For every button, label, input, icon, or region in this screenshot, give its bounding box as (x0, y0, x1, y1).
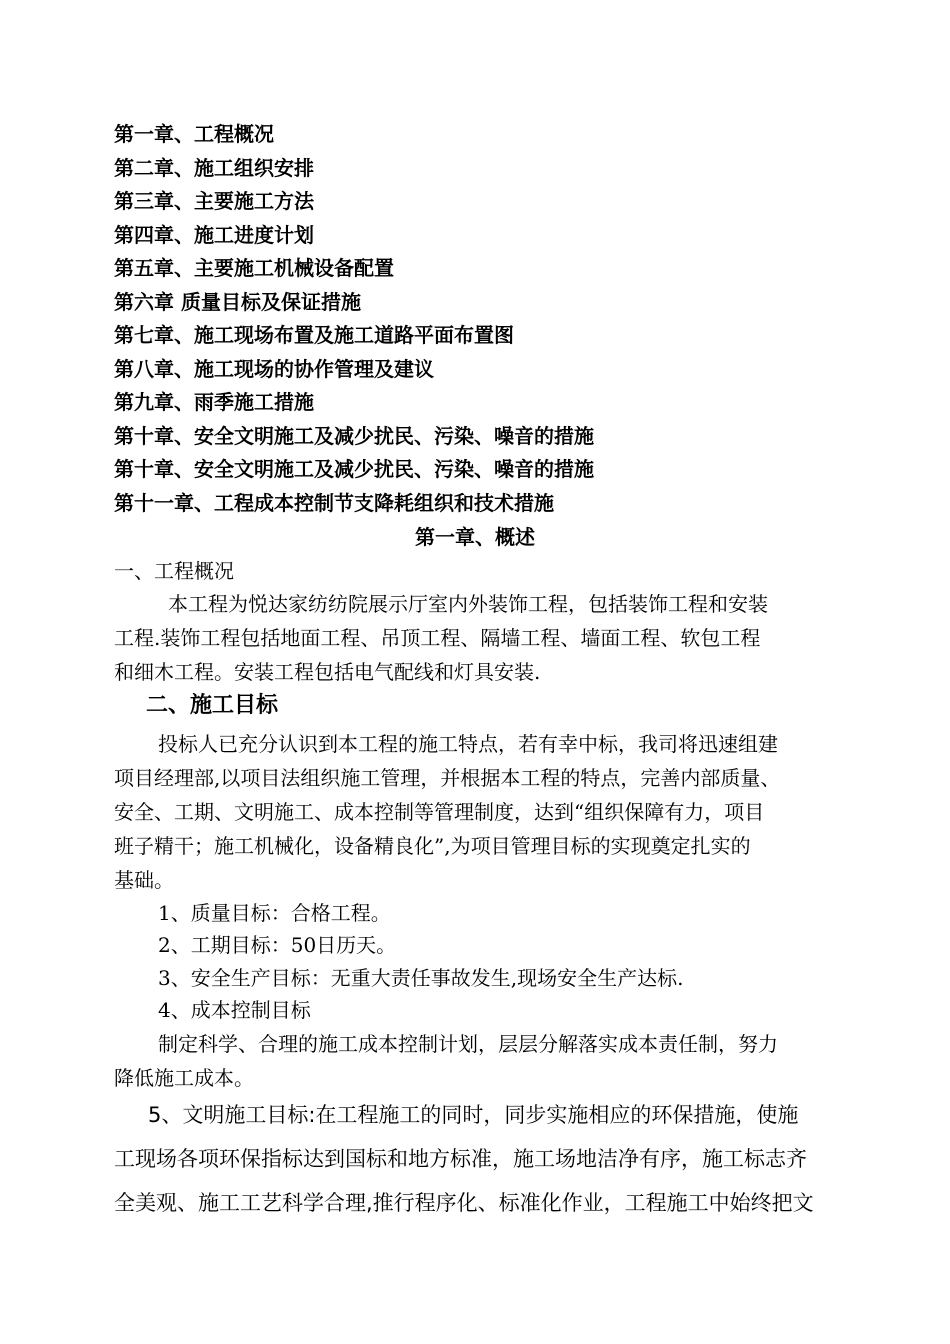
civil-construction-paragraph (114, 1093, 814, 1225)
table-of-contents (114, 118, 874, 520)
paragraph-line: 班子精干；施工机械化，设备精良化”,为项目管理目标的实现奠定扎实的 (114, 834, 751, 858)
paragraph-line: 投标人已充分认识到本工程的施工特点，若有幸中标，我司将迅速组建 (158, 732, 778, 756)
paragraph-line: 全美观、施工工艺科学合理,推行程序化、标准化作业，工程施工中始终把文 (114, 1191, 814, 1215)
paragraph-line: 基础。 (114, 868, 174, 892)
toc-item[interactable]: 第十章、安全文明施工及减少扰民、污染、噪音的措施 (114, 423, 594, 448)
toc-item[interactable]: 第六章 质量目标及保证措施 (114, 289, 361, 314)
toc-item[interactable]: 第四章、施工进度计划 (114, 222, 314, 247)
target-schedule: 2、工期目标：50日历天。 (158, 933, 397, 957)
cost-paragraph (114, 1027, 778, 1095)
toc-item[interactable]: 第十一章、工程成本控制节支降耗组织和技术措施 (114, 490, 554, 515)
targets-intro-paragraph (114, 727, 780, 897)
paragraph-line: 安全、工期、文明施工、成本控制等管理制度，达到“组织保障有力，项目 (114, 800, 765, 824)
paragraph-line: 降低施工成本。 (114, 1066, 254, 1090)
paragraph-line: 工程.装饰工程包括地面工程、吊顶工程、隔墙工程、墙面工程、软包工程 (114, 626, 761, 650)
overview-paragraph (114, 587, 768, 689)
paragraph-line: 本工程为悦达家纺纺院展示厅室内外装饰工程，包括装饰工程和安装 (168, 592, 768, 616)
toc-item[interactable]: 第二章、施工组织安排 (114, 155, 314, 180)
paragraph-line: 和细木工程。安装工程包括电气配线和灯具安装. (114, 660, 541, 684)
target-safety: 3、安全生产目标：无重大责任事故发生,现场安全生产达标. (158, 966, 684, 990)
chapter-title: 第一章、概述 (415, 525, 535, 549)
section-heading-overview: 一、工程概况 (114, 559, 234, 583)
toc-item[interactable]: 第一章、工程概况 (114, 122, 274, 146)
toc-item[interactable]: 第五章、主要施工机械设备配置 (114, 256, 394, 280)
paragraph-line: 工现场各项环保指标达到国标和地方标准，施工场地洁净有序，施工标志齐 (114, 1147, 807, 1171)
section-heading-targets: 二、施工目标 (146, 693, 279, 718)
toc-item[interactable]: 第十章、安全文明施工及减少扰民、污染、噪音的措施 (114, 457, 594, 481)
paragraph-line: 5、文明施工目标:在工程施工的同时，同步实施相应的环保措施，使施 (148, 1103, 799, 1127)
target-quality: 1、质量目标：合格工程。 (158, 901, 391, 925)
toc-item[interactable]: 第八章、施工现场的协作管理及建议 (114, 356, 434, 381)
target-cost: 4、成本控制目标 (158, 998, 311, 1022)
toc-item[interactable]: 第九章、雨季施工措施 (114, 390, 314, 414)
toc-item[interactable]: 第三章、主要施工方法 (114, 189, 314, 213)
toc-item[interactable]: 第七章、施工现场布置及施工道路平面布置图 (114, 323, 514, 347)
paragraph-line: 制定科学、合理的施工成本控制计划，层层分解落实成本责任制，努力 (158, 1032, 778, 1056)
paragraph-line: 项目经理部,以项目法组织施工管理，并根据本工程的特点，完善内部质量、 (114, 766, 781, 790)
